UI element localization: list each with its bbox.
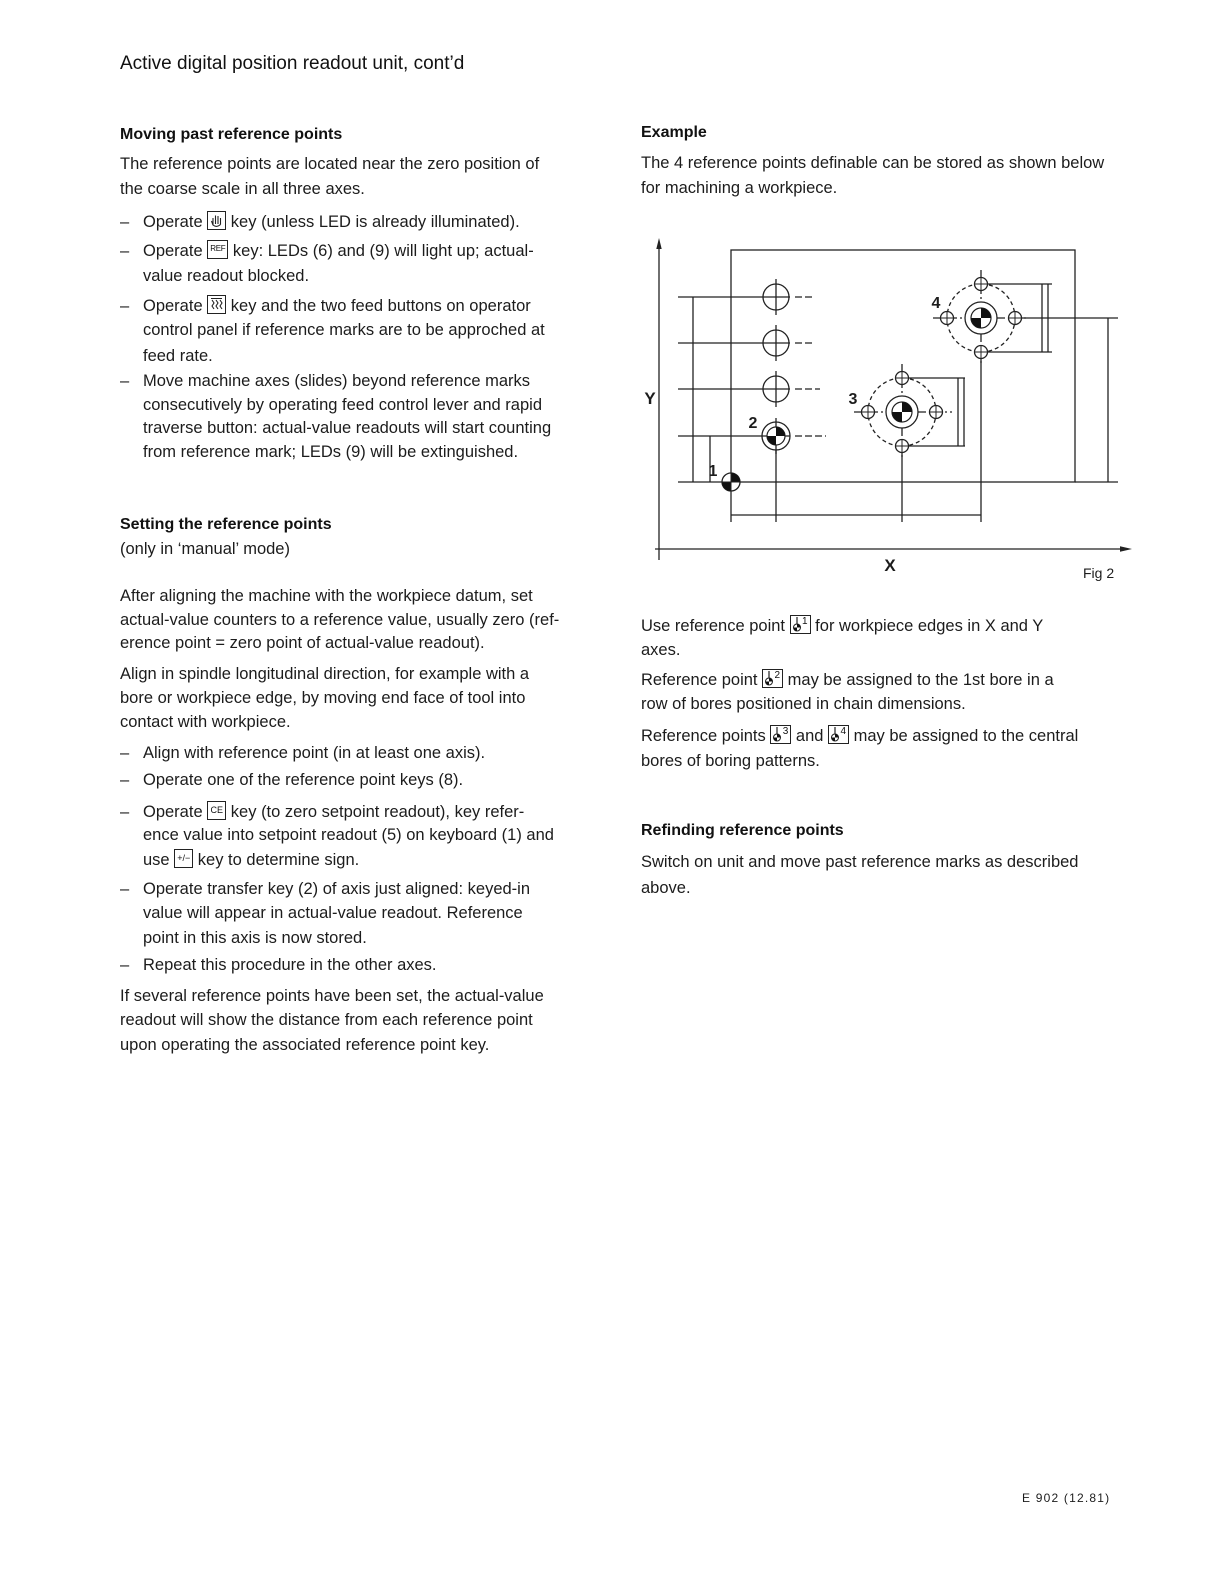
figure-caption: Fig 2 <box>1083 565 1115 581</box>
paragraph-line: bores of boring patterns. <box>641 752 820 770</box>
reference-point-2-key-icon <box>762 669 783 688</box>
list-item-continuation: control panel if reference marks are to be approched at <box>143 321 545 339</box>
paragraph-line: The reference points are located near the zero position of <box>120 155 540 173</box>
section-heading-refinding-reference-points: Refinding reference points <box>641 822 844 839</box>
ref-key-icon: REF <box>207 240 228 259</box>
list-item-text: key (unless LED is already illuminated). <box>226 213 520 231</box>
paragraph-line: axes. <box>641 641 681 659</box>
ce-key-icon: CE <box>207 801 226 820</box>
section-heading-example: Example <box>641 124 707 141</box>
centerline-dashes <box>795 297 826 436</box>
list-dash: – <box>120 372 130 390</box>
paragraph-line: erence point = zero point of actual-value readout). <box>120 634 485 652</box>
reference-point-number: 1 <box>802 616 808 628</box>
list-item-text: key and the two feed buttons on operator <box>226 297 531 315</box>
paragraph-line <box>641 614 1043 638</box>
reference-points-diagram <box>640 235 1140 585</box>
list-item-text: Align with reference point (in at least one axis). <box>143 744 486 762</box>
list-item-continuation: value readout blocked. <box>143 267 310 285</box>
page-title: Active digital position readout unit, cont’d <box>120 53 465 74</box>
section-heading-setting-reference-points: Setting the reference points <box>120 516 332 533</box>
reference-point-label-2: 2 <box>748 415 758 432</box>
reference-point-3-key-icon <box>770 725 791 744</box>
section-subheading: (only in ‘manual’ mode) <box>120 540 290 558</box>
paragraph-line: readout will show the distance from each reference point <box>120 1011 533 1029</box>
feed-rate-key-icon <box>207 295 226 314</box>
list-item-text: Operate <box>143 803 208 821</box>
list-item-continuation: consecutively by operating feed control lever and rapid <box>143 396 542 414</box>
note-text: may be assigned to the 1st bore in a <box>783 671 1054 689</box>
list-dash: – <box>120 956 130 974</box>
note-text: Reference point <box>641 671 763 689</box>
x-axis-arrow <box>1120 546 1132 552</box>
reference-point-label-3: 3 <box>848 391 858 408</box>
paragraph-line: the coarse scale in all three axes. <box>120 180 365 198</box>
list-item <box>120 768 463 792</box>
paragraph-line: Switch on unit and move past reference marks as described <box>641 853 1079 871</box>
reference-point-4-key-icon <box>828 725 849 744</box>
reference-point-number: 4 <box>840 726 847 738</box>
note-text: Reference points <box>641 727 771 745</box>
reference-point-1-key-icon <box>790 615 811 634</box>
list-item-text: Operate <box>143 213 208 231</box>
list-item-text: key to determine sign. <box>193 851 360 869</box>
list-item-continuation: feed rate. <box>143 347 213 365</box>
list-item-text: Repeat this procedure in the other axes. <box>143 956 437 974</box>
list-item-continuation: value will appear in actual-value readout. Reference <box>143 904 523 922</box>
list-dash: – <box>120 771 130 789</box>
list-item <box>120 210 520 234</box>
paragraph-line: bore or workpiece edge, by moving end face of tool into <box>120 689 526 707</box>
list-dash: – <box>120 803 130 821</box>
paragraph-line: Align in spindle longitudinal direction, for example with a <box>120 665 530 683</box>
list-item-text: Operate transfer key (2) of axis just aligned: keyed-in <box>143 880 531 898</box>
paragraph-line: If several reference points have been set, the actual-value <box>120 987 544 1005</box>
list-item-continuation: ence value into setpoint readout (5) on keyboard (1) and <box>143 826 554 844</box>
list-item <box>120 239 534 263</box>
list-dash: – <box>120 297 130 315</box>
reference-mark-4 <box>971 308 991 328</box>
note-text: Use reference point <box>641 617 790 635</box>
y-axis-label: Y <box>644 389 656 408</box>
document-code: E 902 (12.81) <box>1022 1491 1111 1505</box>
paragraph-line <box>641 724 1078 748</box>
list-item <box>120 877 530 901</box>
reference-point-label-4: 4 <box>931 295 941 312</box>
list-item-text: Move machine axes (slides) beyond reference marks <box>143 372 531 390</box>
list-item-text: key (to zero setpoint readout), key refer- <box>226 803 525 821</box>
list-item-text: Operate one of the reference point keys (8). <box>143 771 464 789</box>
reference-mark-3 <box>892 402 912 422</box>
reference-mark-1 <box>718 469 744 495</box>
paragraph-line <box>641 668 1054 692</box>
list-item-text: key: LEDs (6) and (9) will light up; actual- <box>228 242 534 260</box>
paragraph-line: for machining a workpiece. <box>641 179 838 197</box>
note-text: may be assigned to the central <box>849 727 1079 745</box>
list-item-text: Operate <box>143 242 208 260</box>
reference-mark-2 <box>767 427 785 445</box>
list-dash: – <box>120 880 130 898</box>
list-item <box>120 953 437 977</box>
reference-point-label-1: 1 <box>708 463 718 480</box>
y-axis-arrow <box>656 238 661 249</box>
list-item <box>120 369 530 393</box>
list-dash: – <box>120 744 130 762</box>
list-item-continuation <box>143 848 359 872</box>
sign-key-icon: +/− <box>174 849 193 868</box>
note-text: for workpiece edges in X and Y <box>810 617 1044 635</box>
manual-mode-key-icon <box>207 211 226 230</box>
note-text: and <box>791 727 829 745</box>
list-item-text: Operate <box>143 297 208 315</box>
list-item-continuation: point in this axis is now stored. <box>143 929 367 947</box>
list-item-continuation: from reference mark; LEDs (9) will be extinguished. <box>143 443 519 461</box>
paragraph-line: row of bores positioned in chain dimensions. <box>641 695 966 713</box>
paragraph-line: actual-value counters to a reference value, usually zero (ref- <box>120 611 560 629</box>
list-item-text: use <box>143 851 175 869</box>
list-item <box>120 800 524 824</box>
list-dash: – <box>120 213 130 231</box>
paragraph-line: The 4 reference points definable can be stored as shown below <box>641 154 1105 172</box>
paragraph-line: After aligning the machine with the workpiece datum, set <box>120 587 533 605</box>
paragraph-line: above. <box>641 879 691 897</box>
paragraph-line: contact with workpiece. <box>120 713 291 731</box>
reference-point-number: 2 <box>774 670 781 682</box>
list-item <box>120 294 531 318</box>
list-dash: – <box>120 242 130 260</box>
x-axis-label: X <box>884 556 896 575</box>
y-dimension-lines <box>678 297 790 482</box>
list-item <box>120 741 485 765</box>
reference-point-number: 3 <box>782 726 789 738</box>
section-heading-moving-past-reference-points: Moving past reference points <box>120 126 343 143</box>
paragraph-line: upon operating the associated reference point key. <box>120 1036 490 1054</box>
list-item-continuation: traverse button: actual-value readouts will start counting <box>143 419 552 437</box>
